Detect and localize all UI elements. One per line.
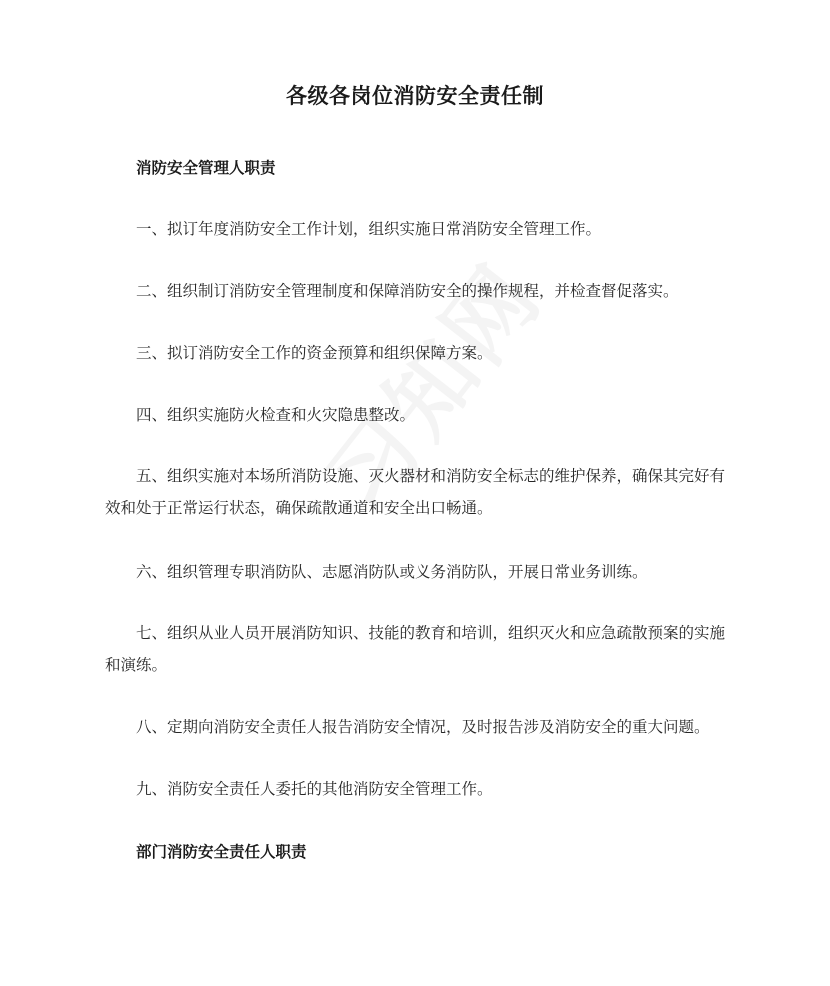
paragraph-9: 九、消防安全责任人委托的其他消防安全管理工作。 xyxy=(136,780,493,798)
section-heading-1: 消防安全管理人职责 xyxy=(136,159,276,177)
paragraph-1: 一、拟订年度消防安全工作计划，组织实施日常消防安全管理工作。 xyxy=(136,220,602,238)
paragraph-2: 二、组织制订消防安全管理制度和保障消防安全的操作规程，并检查督促落实。 xyxy=(136,282,679,300)
paragraph-4: 四、组织实施防火检查和火灾隐患整改。 xyxy=(136,406,416,424)
paragraph-5: 五、组织实施对本场所消防设施、灭火器材和消防安全标志的维护保养，确保其完好有效和处于正常运行状态，确保疏散通道和安全出口畅通。 xyxy=(105,467,726,517)
paragraph-7: 七、组织从业人员开展消防知识、技能的教育和培训，组织灭火和应急疏散预案的实施和演练。 xyxy=(105,624,726,674)
paragraph-3: 三、拟订消防安全工作的资金预算和组织保障方案。 xyxy=(136,344,493,362)
paragraph-8: 八、定期向消防安全责任人报告消防安全情况，及时报告涉及消防安全的重大问题。 xyxy=(136,718,710,736)
document-title: 各级各岗位消防安全责任制 xyxy=(286,84,544,108)
paragraph-6: 六、组织管理专职消防队、志愿消防队或义务消防队，开展日常业务训练。 xyxy=(136,563,648,581)
section-heading-2: 部门消防安全责任人职责 xyxy=(136,843,307,861)
